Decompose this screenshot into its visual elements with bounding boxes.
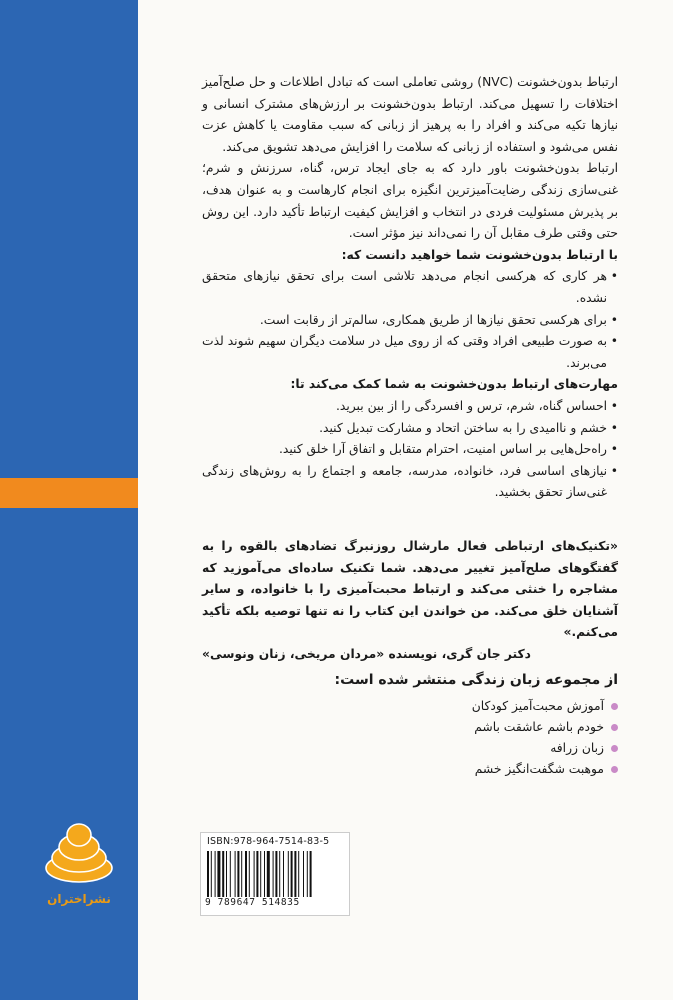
list-item: • هر کاری که هرکسی انجام می‌دهد تلاشی است برای تحقق نیازهای متحقق نشده.: [202, 266, 618, 309]
isbn-label: ISBN:978-964-7514-83-5: [207, 836, 330, 847]
barcode-digits: 9 789647 514835: [205, 897, 300, 908]
list-item: • به صورت طبیعی افراد وقتی که از روی میل در سلامت دیگران سهیم شوند لذت می‌برند.: [202, 331, 618, 374]
publisher-emblem-icon: [42, 818, 116, 884]
testimonial-author: دکتر جان گری، نویسنده «مردان مریخی، زنان ونوسی»: [202, 646, 531, 661]
benefits-list: [202, 266, 618, 374]
orange-band: [0, 478, 138, 508]
series-item: آموزش محبت‌آمیز کودکان: [330, 696, 618, 717]
series-item: زبان زرافه: [330, 738, 618, 759]
list-item: • برای هرکسی تحقق نیازها از طریق همکاری، سالم‌تر از رقابت است.: [202, 310, 618, 332]
publisher-logo: [38, 818, 120, 906]
description-block: [202, 72, 618, 504]
skills-list: [202, 396, 618, 504]
intro-paragraph: ارتباط بدون‌خشونت (NVC) روشی تعاملی است که تبادل اطلاعات و حل صلح‌آمیز اختلافات را تسهیل می‌کند. ارتباط بدون‌خشونت بر ارزش‌های مشترک انسانی و نیازها تکیه می‌کند و افراد را به پرهیز از زبانی که سبب مقاومت یا کاهش عزت نفس می‌شود و استفاده از زبانی که سلامت را افزایش می‌دهد تشویق می‌کند.: [202, 75, 618, 154]
benefits-heading: با ارتباط بدون‌خشونت شما خواهید دانست که:: [341, 247, 618, 262]
list-item: • احساس گناه، شرم، ترس و افسردگی را از بین ببرید.: [202, 396, 618, 418]
list-item: • راه‌حل‌هایی بر اساس امنیت، احترام متقابل و اتفاق آرا خلق کنید.: [202, 439, 618, 461]
barcode-block: [200, 832, 350, 916]
series-item: خودم باشم عاشقت باشم: [330, 717, 618, 738]
testimonial-quote: «تکنیک‌های ارتباطی فعال مارشال روزنبرگ تضادهای بالقوه را به گفتگوهای صلح‌آمیز تغییر می‌دهد. شما تکنیک ساده‌ای می‌آموزید که مشاجره را خنثی می‌کند و ارتباط محبت‌آمیزی را با خانواده، و سایر آشنایان خلق می‌کند. من خواندن این کتاب را نه تنها توصیه بلکه تأکید می‌کنم.»: [202, 539, 618, 640]
testimonial-block: [202, 536, 618, 666]
series-section: [330, 672, 618, 780]
list-item: • خشم و ناامیدی را به ساختن اتحاد و مشارکت تبدیل کنید.: [202, 418, 618, 440]
skills-heading: مهارت‌های ارتباط بدون‌خشونت به شما کمک می‌کند تا:: [290, 377, 618, 392]
series-item: موهبت شگفت‌انگیز خشم: [330, 759, 618, 780]
barcode-bars: [207, 851, 343, 897]
series-list: [330, 696, 618, 780]
second-paragraph: ارتباط بدون‌خشونت باور دارد که به جای ایجاد ترس، گناه، سرزنش و شرم؛ غنی‌سازی زندگی رضایت‌آمیزترین انگیزه برای انجام کارهاست و به عنوان هدف، بر پذیرش مسئولیت فردی در انتخاب و افزایش کیفیت ارتباط تأکید دارد. این روش حتی وقتی طرف مقابل آن را نمی‌داند نیز مؤثر است.: [202, 161, 618, 241]
publisher-name: نشراختران: [47, 892, 111, 906]
series-title: از مجموعه زبان زندگی منتشر شده است:: [334, 672, 618, 688]
list-item: • نیازهای اساسی فرد، خانواده، مدرسه، جامعه و اجتماع را به روش‌های زندگی غنی‌ساز تحقق بخشید.: [202, 461, 618, 504]
